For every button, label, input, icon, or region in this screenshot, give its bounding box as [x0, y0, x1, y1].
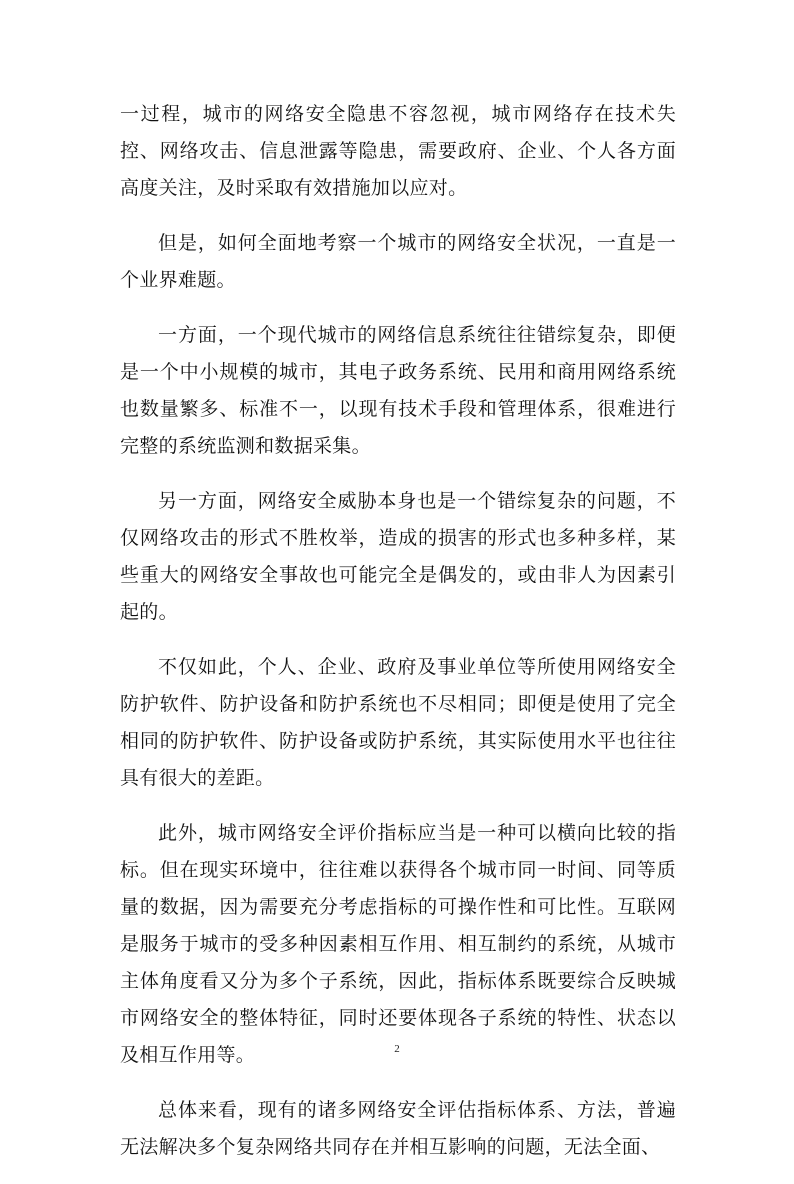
paragraph-overall: 总体来看，现有的诸多网络安全评估指标体系、方法，普遍无法解决多个复杂网络共同存在并相互影响的问题，无法全面、: [120, 1099, 676, 1158]
paragraph-indicators: 此外，城市网络安全评价指标应当是一种可以横向比较的指标。但在现实环境中，往往难以获得各个城市同一时间、同等质量的数据，因为需要充分考虑指标的可操作性和可比性。互联网是服务于城市的受多种因素相互作用、相互制约的系统，从城市主体角度看又分为多个子系统，因此，指标体系既要综合反映城市网络安全的整体特征，同时还要体现各子系统的特性、状态以及相互作用等。: [120, 822, 676, 1066]
page-number: 2: [394, 1043, 400, 1055]
document-body: [120, 96, 676, 1184]
paragraph-difficulty: 但是，如何全面地考察一个城市的网络安全状况，一直是一个业界难题。: [120, 232, 676, 291]
paragraph-complex-systems: 一方面，一个现代城市的网络信息系统往往错综复杂，即便是一个中小规模的城市，其电子政务系统、民用和商用网络系统也数量繁多、标准不一，以现有技术手段和管理体系，很难进行完整的系统监测和数据采集。: [120, 324, 676, 457]
paragraph-protection: 不仅如此，个人、企业、政府及事业单位等所使用网络安全防护软件、防护设备和防护系统也不尽相同；即便是使用了完全相同的防护软件、防护设备或防护系统，其实际使用水平也往往具有很大的差距。: [120, 656, 676, 789]
paragraph-threats: 另一方面，网络安全威胁本身也是一个错综复杂的问题，不仅网络攻击的形式不胜枚举，造成的损害的形式也多种多样，某些重大的网络安全事故也可能完全是偶发的，或由非人为因素引起的。: [120, 490, 676, 623]
paragraph-continuation: 一过程，城市的网络安全隐患不容忽视，城市网络存在技术失控、网络攻击、信息泄露等隐患，需要政府、企业、个人各方面高度关注，及时采取有效措施加以应对。: [120, 103, 676, 199]
